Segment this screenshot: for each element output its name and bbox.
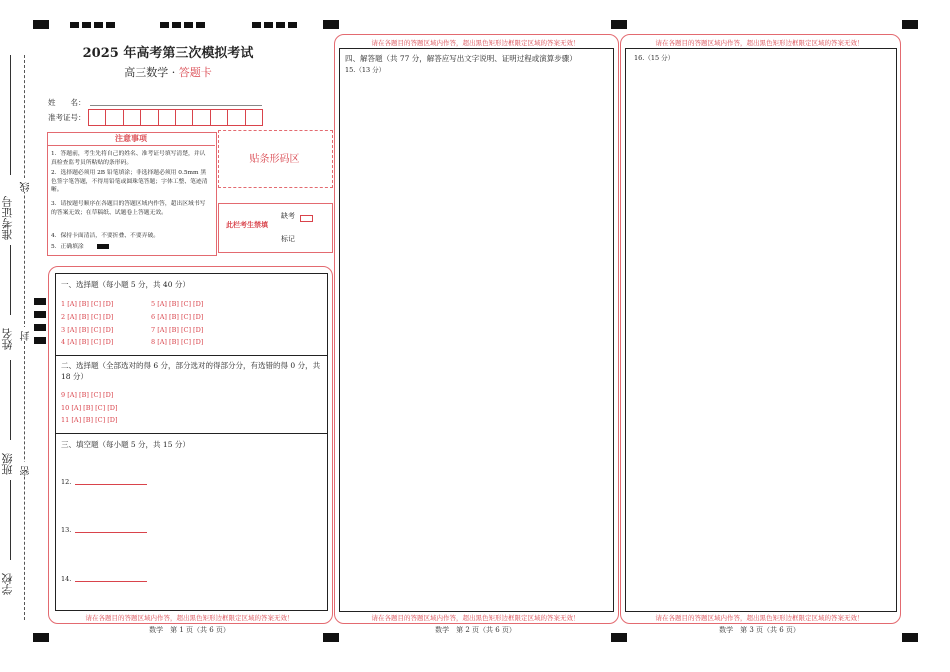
q15-answer-box[interactable] [339, 48, 614, 612]
side-ticket-line [10, 55, 11, 175]
registration-mark [611, 20, 627, 29]
side-ticket-label: 准考证号 [1, 196, 14, 240]
choice-row-5[interactable]: 5 [A] [B] [C] [D] [151, 300, 204, 308]
side-school-label: 学校 [1, 573, 14, 595]
registration-mark [106, 22, 115, 28]
notice-item-1: 1．答题前，考生先将自己的姓名、准考证号填写清楚，并认真检查监考员所粘贴的条形码。 [51, 151, 206, 166]
registration-mark [288, 22, 297, 28]
page2-footer: 数学 第 2 页（共 6 页） [435, 626, 516, 634]
page1-footer: 数学 第 1 页（共 6 页） [149, 626, 230, 634]
id-label: 准考证号： [48, 113, 86, 122]
side-mark [34, 324, 46, 331]
barcode-label: 贴条形码区 [249, 154, 300, 165]
fill-line-12[interactable] [75, 484, 147, 485]
registration-mark [902, 633, 918, 642]
section4-title: 四、解答题（共 77 分，解答应写出文字说明、证明过程或演算步骤） [345, 54, 577, 63]
fill-item-13: 13. [61, 526, 72, 534]
absent-checkbox[interactable] [300, 215, 313, 222]
section1-title: 一、选择题（每小题 5 分，共 40 分） [61, 280, 190, 289]
binding-word-seal: 封 [19, 327, 33, 341]
fill-item-12: 12. [61, 478, 72, 486]
section3-box [55, 433, 328, 611]
registration-mark [33, 20, 49, 29]
choice-row-2[interactable]: 2 [A] [B] [C] [D] [61, 313, 114, 321]
absent-label-b: 标记 [281, 235, 295, 243]
registration-mark [264, 22, 273, 28]
name-label: 姓 名： [48, 98, 86, 107]
section2-title: 二、选择题（全部选对的得 6 分，部分选对的得部分分，有选错的得 0 分，共 18 分） [61, 361, 321, 381]
page1-bottom-warning: 请在各题目的答题区域内作答，超出黑色矩形边框限定区域的答案无效！ [85, 614, 294, 622]
name-field[interactable] [90, 105, 262, 106]
binding-word-line: 线 [19, 178, 33, 192]
q16-label: 16.（15 分） [634, 54, 675, 62]
side-name-line [10, 245, 11, 315]
notice-item-5: 5．正确填涂 [51, 244, 84, 250]
registration-mark [70, 22, 79, 28]
notice-item-4: 4．保持卡面清洁，不要折叠、不要弄破。 [51, 233, 160, 239]
section3-title: 三、填空题（每小题 5 分，共 15 分） [61, 440, 190, 449]
side-class-line [10, 360, 11, 440]
page2-bottom-warning: 请在各题目的答题区域内作答，超出黑色矩形边框限定区域的答案无效！ [371, 614, 580, 622]
registration-mark [323, 20, 339, 29]
registration-mark [82, 22, 91, 28]
side-mark [34, 311, 46, 318]
choice-row-11[interactable]: 11 [A] [B] [C] [D] [61, 416, 118, 424]
registration-mark [196, 22, 205, 28]
fill-line-14[interactable] [75, 581, 147, 582]
fill-line-13[interactable] [75, 532, 147, 533]
q15-label: 15.（13 分） [345, 66, 386, 74]
notice-title: 注意事项 [47, 133, 215, 146]
notice-item-2: 2．选择题必须用 2B 铅笔填涂；非选择题必须用 0.5mm 黑色签字笔答题，不得用铅笔或圆珠笔答题；字体工整、笔迹清晰。 [51, 170, 208, 193]
choice-row-4[interactable]: 4 [A] [B] [C] [D] [61, 338, 114, 346]
binding-word-secret: 密 [19, 462, 33, 476]
q16-answer-box[interactable] [625, 48, 897, 612]
registration-mark [33, 633, 49, 642]
choice-row-10[interactable]: 10 [A] [B] [C] [D] [61, 404, 118, 412]
choice-row-1[interactable]: 1 [A] [B] [C] [D] [61, 300, 114, 308]
choice-row-6[interactable]: 6 [A] [B] [C] [D] [151, 313, 204, 321]
page3-top-warning: 请在各题目的答题区域内作答，超出黑色矩形边框限定区域的答案无效！ [655, 39, 864, 47]
id-boxes[interactable] [88, 109, 263, 126]
filled-sample-mark [97, 244, 109, 249]
page2-top-warning: 请在各题目的答题区域内作答，超出黑色矩形边框限定区域的答案无效！ [371, 39, 580, 47]
choice-row-8[interactable]: 8 [A] [B] [C] [D] [151, 338, 204, 346]
notice-item-3: 3．请按题号顺序在各题目的答题区域内作答，超出区域书写的答案无效；在草稿纸、试题卷上答题无效。 [51, 201, 206, 216]
registration-mark [902, 20, 918, 29]
registration-mark [172, 22, 181, 28]
page3-bottom-warning: 请在各题目的答题区域内作答，超出黑色矩形边框限定区域的答案无效！ [655, 614, 864, 622]
registration-mark [160, 22, 169, 28]
side-name-label: 姓名 [1, 328, 14, 350]
forbidden-label: 此栏考生禁填 [226, 220, 268, 229]
subject-suffix: 答题卡 [178, 66, 212, 79]
choice-row-9[interactable]: 9 [A] [B] [C] [D] [61, 391, 114, 399]
page3-footer: 数学 第 3 页（共 6 页） [719, 626, 800, 634]
fill-item-14: 14. [61, 575, 72, 583]
side-class-label: 班级 [1, 453, 14, 475]
absent-label-a: 缺考 [281, 212, 295, 220]
side-mark [34, 298, 46, 305]
exam-subject [48, 64, 288, 80]
exam-title: 2025 年高考第三次模拟考试 [82, 46, 254, 61]
subject-prefix: 高三数学 · [124, 66, 179, 79]
side-mark [34, 337, 46, 344]
side-school-line [10, 480, 11, 560]
choice-row-7[interactable]: 7 [A] [B] [C] [D] [151, 326, 204, 334]
registration-mark [94, 22, 103, 28]
registration-mark [252, 22, 261, 28]
choice-row-3[interactable]: 3 [A] [B] [C] [D] [61, 326, 114, 334]
registration-mark [184, 22, 193, 28]
registration-mark [276, 22, 285, 28]
